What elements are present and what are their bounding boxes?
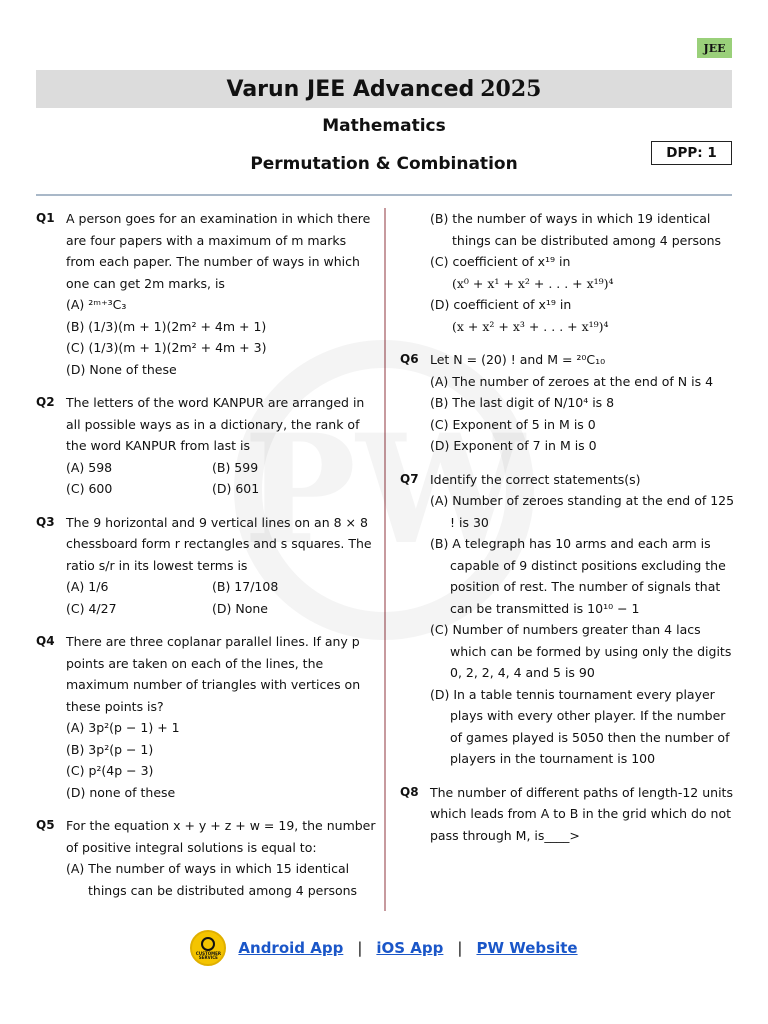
customer-service-icon [190,930,226,966]
question-5-continued [400,208,736,337]
question-text: There are three coplanar parallel lines. If any p points are taken on each of the lines, the maximum number of triangles with vertices on these points is? [66,634,361,714]
header-rule [36,194,732,196]
option-b: (B) 3p²(p − 1) [66,741,154,757]
pw-website-link[interactable]: PW Website [476,939,578,957]
question-text: Let N = (20) ! and M = ²⁰C₁₀ [430,352,606,367]
ios-app-link[interactable]: iOS App [376,939,444,957]
dpp-badge: DPP: 1 [651,141,732,165]
question-number: Q2 [36,395,55,409]
title-year: 2025 [480,76,542,102]
question-number: Q1 [36,211,55,225]
option-d-expression: (x + x² + x³ + . . . + x¹⁹)⁴ [452,318,609,334]
title-banner [36,70,732,108]
question-text: The number of different paths of length-12 units which leads from A to B in the grid which do not pass through M, is____> [430,784,733,843]
option-d: (D) 601 [212,481,260,496]
question-text: For the equation x + y + z + w = 19, the number of positive integral solutions is equal to: [66,818,376,855]
option-a: (A) The number of zeroes at the end of N is 4 [430,373,714,389]
option-d: (D) coefficient of x¹⁹ in [430,297,572,312]
question-number: Q5 [36,818,55,832]
question-2 [36,392,376,500]
option-b: (B) 17/108 [212,579,279,594]
option-a: (A) 1/6 [66,579,109,594]
question-7 [400,469,736,770]
logo-caption: CUSTOMER SERVICE [195,950,221,960]
option-c-expression: (x⁰ + x¹ + x² + . . . + x¹⁹)⁴ [452,275,614,291]
option-a: (A) ²ᵐ⁺³C₃ [66,297,127,312]
android-app-link[interactable]: Android App [238,939,344,957]
option-c: (C) Number of numbers greater than 4 lacs which can be formed by using only the digits 0, 2, 2, 4, 4 and 5 is 90 [430,622,732,680]
title-main: Varun JEE Advanced [226,76,475,102]
option-c: (C) coefficient of x¹⁹ in [430,254,571,269]
option-c: (C) Exponent of 5 in M is 0 [430,416,596,432]
question-number: Q8 [400,784,419,799]
option-a: (A) The number of ways in which 15 identical things can be distributed among 4 persons [66,861,358,898]
question-4 [36,631,376,803]
option-c: (C) 600 [66,481,113,496]
right-column [400,208,736,858]
question-text: A person goes for an examination in which there are four papers with a maximum of m marks from each paper. The number of ways in which one can get 2m marks, is [66,211,371,291]
exam-tag: JEE [697,38,732,58]
question-number: Q3 [36,514,55,529]
option-b: (B) A telegraph has 10 arms and each arm is capable of 9 distinct positions excluding the position of rest. The number of signals that can be transmitted is 10¹⁰ − 1 [430,536,726,616]
question-text: The letters of the word KANPUR are arranged in all possible ways as in a dictionary, the rank of the word KANPUR from last is [66,395,365,453]
option-d: (D) Exponent of 7 in M is 0 [430,438,597,453]
question-6 [400,349,736,457]
option-b: (B) the number of ways in which 19 identical things can be distributed among 4 persons [430,211,722,248]
option-c: (C) (1/3)(m + 1)(2m² + 4m + 3) [66,340,267,355]
question-3 [36,512,376,620]
option-a: (A) 3p²(p − 1) + 1 [66,720,180,735]
question-text: The 9 horizontal and 9 vertical lines on an 8 × 8 chessboard form r rectangles and s squares. The ratio s/r in its lowest terms is [66,514,372,573]
question-text: Identify the correct statements(s) [430,471,641,487]
subject-heading: Mathematics [322,116,446,136]
left-column [36,208,376,913]
option-c: (C) 4/27 [66,600,117,616]
question-1 [36,208,376,380]
separator: | [457,939,463,957]
option-d: (D) In a table tennis tournament every player plays with every other player. If the number of games played is 5050 then the number of players in the tournament is 100 [430,686,730,766]
question-number: Q6 [400,352,419,366]
option-d: (D) None of these [66,361,177,377]
option-b: (B) The last digit of N/10⁴ is 8 [430,395,615,410]
question-number: Q7 [400,471,419,486]
option-a: (A) Number of zeroes standing at the end of 125 ! is 30 [430,493,735,530]
option-b: (B) 599 [212,459,259,475]
question-5 [36,815,376,901]
option-d: (D) None [212,600,268,616]
option-c: (C) p²(4p − 3) [66,763,154,778]
option-d: (D) none of these [66,784,176,800]
question-number: Q4 [36,634,55,648]
chapter-heading: Permutation & Combination [250,154,518,174]
option-a: (A) 598 [66,459,113,475]
footer-links [0,929,768,967]
separator: | [357,939,363,957]
option-b: (B) (1/3)(m + 1)(2m² + 4m + 1) [66,318,267,334]
question-8 [400,782,736,847]
